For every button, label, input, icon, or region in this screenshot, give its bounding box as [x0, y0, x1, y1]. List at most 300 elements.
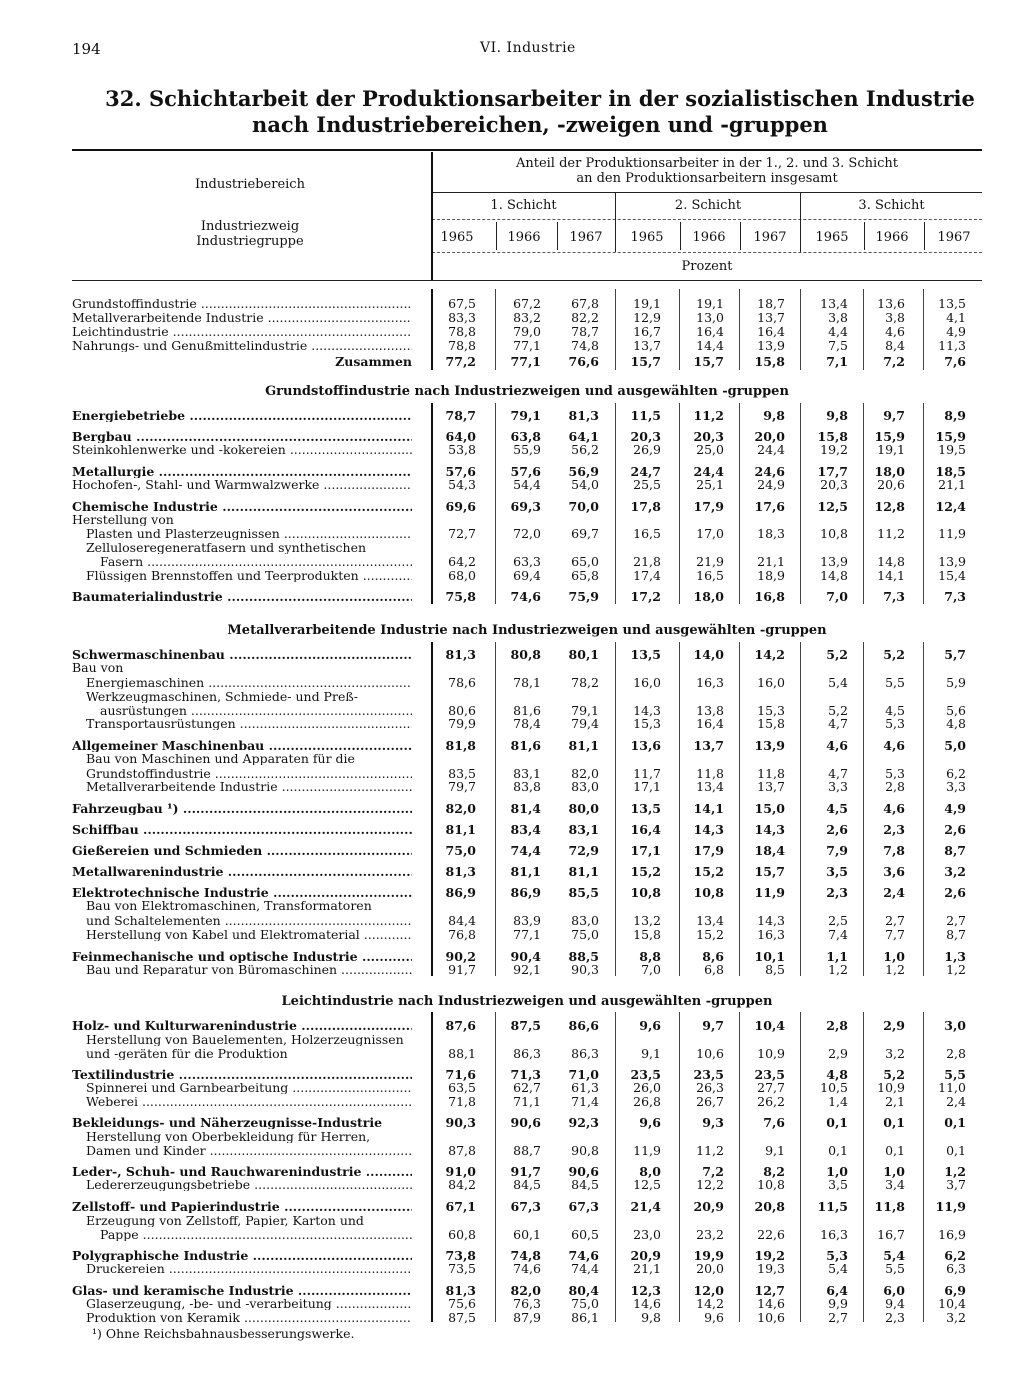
- leader-dots: [264, 311, 412, 324]
- table-cell: 6,2: [944, 1248, 966, 1263]
- table-cell: 2,9: [828, 1046, 848, 1061]
- table-cell: 83,5: [448, 766, 476, 781]
- table-cell: 1,0: [826, 1164, 848, 1179]
- leader-dots: [211, 767, 412, 780]
- table-cell: 2,3: [883, 822, 905, 837]
- table-cell: 16,3: [696, 675, 724, 690]
- table-cell: 9,4: [885, 1296, 905, 1311]
- table-cell: 5,3: [885, 716, 905, 731]
- row-label: [86, 914, 412, 927]
- table-cell: 2,8: [826, 1018, 848, 1033]
- table-cell: 21,9: [696, 554, 724, 569]
- leader-dots: [143, 555, 412, 568]
- table-cell: 26,9: [633, 442, 661, 457]
- leader-dots: [297, 1019, 412, 1032]
- table-cell: 13,7: [693, 738, 724, 753]
- table-cell: 11,8: [874, 1199, 905, 1214]
- leader-dots: [204, 676, 412, 689]
- table-cell: 72,0: [513, 526, 541, 541]
- table-cell: 64,1: [568, 429, 599, 444]
- shift-2-header: 2. Schicht: [674, 198, 742, 213]
- table-cell: 5,5: [885, 1261, 905, 1276]
- table-cell: 7,0: [641, 962, 661, 977]
- table-cell: 80,1: [568, 647, 599, 662]
- year-header: 1965: [630, 230, 664, 245]
- column-divider: [863, 403, 864, 604]
- table-cell: 20,9: [630, 1248, 661, 1263]
- table-cell: 2,3: [885, 1310, 905, 1325]
- table-cell: 72,7: [448, 526, 476, 541]
- table-cell: 83,0: [571, 779, 599, 794]
- table-cell: 82,0: [445, 801, 476, 816]
- row-label: [86, 1297, 412, 1310]
- table-cell: 87,9: [513, 1310, 541, 1325]
- leader-dots: [197, 297, 412, 310]
- table-cell: 81,3: [445, 864, 476, 879]
- table-cell: 17,2: [630, 589, 661, 604]
- table-cell: 87,8: [448, 1143, 476, 1158]
- table-cell: 15,8: [757, 716, 785, 731]
- table-cell: 14,1: [693, 801, 724, 816]
- table-cell: 7,2: [883, 354, 905, 369]
- column-divider: [679, 403, 680, 604]
- table-cell: 86,3: [571, 1046, 599, 1061]
- table-cell: 26,0: [633, 1080, 661, 1095]
- row-label-text: Produktion von Keramik: [86, 1311, 240, 1324]
- row-label-text: Holz- und Kulturwarenindustrie: [72, 1019, 297, 1032]
- table-cell: 1,2: [944, 1164, 966, 1179]
- table-cell: 6,4: [826, 1283, 848, 1298]
- table-cell: 9,9: [828, 1296, 848, 1311]
- table-cell: 77,1: [513, 338, 541, 353]
- row-label-text: Ledererzeugungsbetriebe: [86, 1178, 251, 1191]
- table-cell: 9,6: [639, 1018, 661, 1033]
- column-divider: [800, 403, 801, 604]
- row-label: [86, 767, 412, 780]
- leader-dots: [337, 963, 412, 976]
- table-cell: 10,6: [757, 1310, 785, 1325]
- table-cell: 16,4: [757, 324, 785, 339]
- year-divider: [924, 222, 925, 250]
- table-cell: 18,3: [757, 526, 785, 541]
- table-cell: 87,6: [445, 1018, 476, 1033]
- row-label: [72, 409, 412, 422]
- table-cell: 13,5: [630, 801, 661, 816]
- table-cell: 9,6: [704, 1310, 724, 1325]
- table-cell: 5,9: [946, 675, 966, 690]
- table-cell: 1,2: [885, 962, 905, 977]
- table-cell: 2,4: [946, 1094, 966, 1109]
- table-cell: 12,4: [935, 499, 966, 514]
- table-cell: 86,3: [513, 1046, 541, 1061]
- table-cell: 67,5: [448, 296, 476, 311]
- table-cell: 14,8: [820, 568, 848, 583]
- year-header: 1967: [937, 230, 971, 245]
- table-cell: 7,3: [944, 589, 966, 604]
- table-cell: 55,9: [513, 442, 541, 457]
- table-cell: 24,6: [754, 464, 785, 479]
- table-cell: 9,7: [883, 408, 905, 423]
- table-cell: 53,8: [448, 442, 476, 457]
- row-label-text: Textilindustrie: [72, 1068, 175, 1081]
- table-cell: 10,6: [696, 1046, 724, 1061]
- table-cell: 60,5: [571, 1227, 599, 1242]
- table-cell: 26,3: [696, 1080, 724, 1095]
- column-divider: [615, 1012, 616, 1322]
- table-cell: 56,2: [571, 442, 599, 457]
- table-cell: 74,4: [510, 843, 541, 858]
- table-cell: 5,2: [828, 703, 848, 718]
- table-cell: 1,3: [944, 949, 966, 964]
- table-cell: 22,6: [757, 1227, 785, 1242]
- table-cell: 92,3: [568, 1115, 599, 1130]
- table-cell: 87,5: [448, 1310, 476, 1325]
- row-label-text: Leichtindustrie: [72, 325, 169, 338]
- table-cell: 14,3: [633, 703, 661, 718]
- table-cell: 19,9: [693, 1248, 724, 1263]
- table-cell: 79,9: [448, 716, 476, 731]
- table-cell: 1,2: [828, 962, 848, 977]
- table-cell: 69,3: [510, 499, 541, 514]
- table-cell: 74,4: [571, 1261, 599, 1276]
- table-cell: 64,2: [448, 554, 476, 569]
- table-cell: 18,4: [754, 843, 785, 858]
- table-cell: 7,6: [944, 354, 966, 369]
- table-cell: 10,8: [693, 885, 724, 900]
- stub-divider: [431, 289, 433, 370]
- table-cell: 74,8: [571, 338, 599, 353]
- table-cell: 67,3: [568, 1199, 599, 1214]
- table-cell: 0,1: [946, 1143, 966, 1158]
- row-label: [72, 500, 412, 513]
- table-cell: 24,4: [693, 464, 724, 479]
- table-cell: 3,5: [826, 864, 848, 879]
- table-cell: 91,7: [448, 962, 476, 977]
- table-cell: 73,5: [448, 1261, 476, 1276]
- table-cell: 84,5: [513, 1177, 541, 1192]
- table-cell: 3,2: [944, 864, 966, 879]
- table-cell: 25,0: [696, 442, 724, 457]
- table-cell: 2,6: [944, 885, 966, 900]
- row-label-text: Metallwarenindustrie: [72, 865, 224, 878]
- table-cell: 23,5: [693, 1067, 724, 1082]
- year-divider: [680, 222, 681, 250]
- table-cell: 3,4: [885, 1177, 905, 1192]
- table-cell: 5,3: [826, 1248, 848, 1263]
- column-divider: [615, 289, 616, 370]
- row-label-text: Metallverarbeitende Industrie: [72, 311, 264, 324]
- table-cell: 18,7: [757, 296, 785, 311]
- row-label-text: Baumaterialindustrie: [72, 590, 223, 603]
- leader-dots: [269, 886, 412, 899]
- column-divider: [923, 289, 924, 370]
- table-cell: 26,8: [633, 1094, 661, 1109]
- row-label-text: Gießereien und Schmieden: [72, 844, 263, 857]
- row-label-text: Grundstoffindustrie: [86, 767, 211, 780]
- row-label-text: und Schaltelementen: [86, 914, 221, 927]
- row-label: [86, 1130, 412, 1143]
- table-cell: 25,5: [633, 477, 661, 492]
- leader-dots: [332, 1297, 412, 1310]
- table-cell: 23,2: [696, 1227, 724, 1242]
- leader-dots: [307, 339, 412, 352]
- table-cell: 10,1: [754, 949, 785, 964]
- table-cell: 17,9: [693, 499, 724, 514]
- table-cell: 4,6: [826, 738, 848, 753]
- table-cell: 79,1: [510, 408, 541, 423]
- table-cell: 7,0: [826, 589, 848, 604]
- row-label: [72, 430, 412, 443]
- table-cell: 78,8: [448, 324, 476, 339]
- table-cell: 79,7: [448, 779, 476, 794]
- table-cell: 19,2: [754, 1248, 785, 1263]
- table-cell: 15,8: [633, 927, 661, 942]
- table-cell: 0,1: [885, 1143, 905, 1158]
- table-cell: 8,4: [885, 338, 905, 353]
- table-cell: 13,4: [696, 913, 724, 928]
- row-label-text: Herstellung von Bauelementen, Holzerzeugnissen: [86, 1033, 404, 1046]
- table-cell: 11,8: [757, 766, 785, 781]
- spanner-line-1: Anteil der Produktionsarbeiter in der 1., 2. und 3. Schicht: [515, 156, 899, 171]
- table-cell: 83,0: [571, 913, 599, 928]
- table-cell: 79,4: [571, 716, 599, 731]
- leader-dots: [280, 527, 412, 540]
- table-cell: 13,6: [877, 296, 905, 311]
- section-header: VI. Industrie: [480, 40, 576, 56]
- table-cell: 2,3: [826, 885, 848, 900]
- table-cell: 12,8: [874, 499, 905, 514]
- table-cell: 63,5: [448, 1080, 476, 1095]
- table-cell: 13,6: [630, 738, 661, 753]
- table-cell: 13,9: [754, 738, 785, 753]
- table-cell: 11,9: [935, 1199, 966, 1214]
- row-label: [86, 717, 412, 730]
- table-cell: 2,1: [885, 1094, 905, 1109]
- table-cell: 5,7: [944, 647, 966, 662]
- table-cell: 5,0: [944, 738, 966, 753]
- table-cell: 8,8: [639, 949, 661, 964]
- table-cell: 13,0: [696, 310, 724, 325]
- column-divider: [615, 403, 616, 604]
- table-cell: 90,4: [510, 949, 541, 964]
- table-cell: 83,4: [510, 822, 541, 837]
- table-cell: 63,3: [513, 554, 541, 569]
- table-cell: 81,1: [568, 738, 599, 753]
- header-bottom-rule: [72, 280, 982, 281]
- table-cell: 15,0: [754, 801, 785, 816]
- row-label: [72, 661, 412, 674]
- row-label: [86, 541, 412, 554]
- column-divider: [495, 289, 496, 370]
- row-label-text: Zellstoff- und Papierindustrie: [72, 1200, 280, 1213]
- row-label-text: Schwermaschinenbau: [72, 648, 225, 661]
- column-divider: [923, 403, 924, 604]
- row-label: [86, 1033, 412, 1046]
- table-cell: 75,6: [448, 1296, 476, 1311]
- row-label: [72, 1284, 412, 1297]
- row-label-text: Erzeugung von Zellstoff, Papier, Karton und: [86, 1214, 364, 1227]
- table-cell: 57,6: [510, 464, 541, 479]
- table-cell: 11,3: [938, 338, 966, 353]
- table-cell: 80,0: [568, 801, 599, 816]
- row-label-text: Damen und Kinder: [86, 1144, 206, 1157]
- table-cell: 10,8: [820, 526, 848, 541]
- table-cell: 16,3: [757, 927, 785, 942]
- row-label-text: Bau und Reparatur von Büromaschinen: [86, 963, 338, 976]
- table-cell: 15,7: [754, 864, 785, 879]
- table-cell: 14,8: [877, 554, 905, 569]
- table-cell: 16,4: [696, 324, 724, 339]
- column-divider: [679, 289, 680, 370]
- table-cell: 81,4: [510, 801, 541, 816]
- table-cell: 2,6: [944, 822, 966, 837]
- row-label-text: Zelluloseregeneratfasern und synthetischen: [86, 541, 367, 554]
- row-label: [72, 297, 412, 310]
- leader-dots: [264, 739, 412, 752]
- table-cell: 27,7: [757, 1080, 785, 1095]
- row-label: [72, 1249, 412, 1262]
- row-label-text: Chemische Industrie: [72, 500, 218, 513]
- table-cell: 7,3: [883, 589, 905, 604]
- stub-label-bereich: Industriebereich: [195, 177, 305, 192]
- table-cell: 17,4: [633, 568, 661, 583]
- table-cell: 5,2: [883, 1067, 905, 1082]
- table-cell: 81,1: [510, 864, 541, 879]
- table-cell: 88,5: [568, 949, 599, 964]
- table-cell: 56,9: [568, 464, 599, 479]
- table-cell: 8,7: [944, 843, 966, 858]
- table-cell: 1,0: [883, 949, 905, 964]
- table-cell: 1,4: [828, 1094, 848, 1109]
- row-label-text: Glas- und keramische Industrie: [72, 1284, 294, 1297]
- year-divider: [557, 222, 558, 250]
- row-label-text: und -geräten für die Produktion: [86, 1047, 288, 1060]
- table-cell: 13,7: [633, 338, 661, 353]
- shift-3-header: 3. Schicht: [858, 198, 925, 213]
- row-label: [100, 704, 412, 717]
- section-heading: Grundstoffindustrie nach Industriezweigen und ausgewählten -gruppen: [265, 384, 789, 399]
- table-cell: 16,5: [633, 526, 661, 541]
- header-rule: [432, 252, 982, 253]
- leader-dots: [174, 1068, 412, 1081]
- table-cell: 17,1: [630, 843, 661, 858]
- table-cell: 8,7: [946, 927, 966, 942]
- table-cell: 2,7: [828, 1310, 848, 1325]
- leader-dots: [187, 704, 412, 717]
- table-cell: 3,2: [885, 1046, 905, 1061]
- table-cell: 14,3: [754, 822, 785, 837]
- table-cell: 4,8: [946, 716, 966, 731]
- table-cell: 21,1: [757, 554, 785, 569]
- table-cell: 17,7: [817, 464, 848, 479]
- table-cell: 86,9: [510, 885, 541, 900]
- table-cell: 12,2: [696, 1177, 724, 1192]
- table-cell: 20,9: [693, 1199, 724, 1214]
- table-cell: 71,4: [571, 1094, 599, 1109]
- table-cell: 14,3: [693, 822, 724, 837]
- table-cell: 14,0: [693, 647, 724, 662]
- table-cell: 83,9: [513, 913, 541, 928]
- table-cell: 5,4: [828, 675, 848, 690]
- row-label-text: Plasten und Plasterzeugnissen: [86, 527, 280, 540]
- row-label-text: Werkzeugmaschinen, Schmiede- und Preß-: [86, 690, 358, 703]
- table-cell: 10,4: [754, 1018, 785, 1033]
- row-label-text: ausrüstungen: [100, 704, 187, 717]
- table-cell: 71,3: [510, 1067, 541, 1082]
- leader-dots: [236, 717, 412, 730]
- table-cell: 12,3: [630, 1283, 661, 1298]
- table-cell: 91,0: [445, 1164, 476, 1179]
- table-cell: 15,9: [935, 429, 966, 444]
- stub-divider: [431, 403, 433, 604]
- table-cell: 71,6: [445, 1067, 476, 1082]
- table-cell: 83,1: [513, 766, 541, 781]
- column-divider: [495, 1012, 496, 1322]
- table-cell: 67,8: [571, 296, 599, 311]
- table-cell: 85,5: [568, 885, 599, 900]
- table-cell: 78,4: [513, 716, 541, 731]
- table-cell: 9,1: [641, 1046, 661, 1061]
- table-cell: 81,3: [445, 1283, 476, 1298]
- table-cell: 75,9: [568, 589, 599, 604]
- row-label: [72, 339, 412, 352]
- table-cell: 7,9: [826, 843, 848, 858]
- table-cell: 78,8: [448, 338, 476, 353]
- table-cell: 14,6: [633, 1296, 661, 1311]
- table-cell: 0,1: [883, 1115, 905, 1130]
- row-label: [86, 752, 412, 765]
- stub-label-zweig: Industriezweig: [200, 219, 300, 234]
- table-cell: 71,1: [513, 1094, 541, 1109]
- row-label: [72, 478, 412, 491]
- table-cell: 3,6: [883, 864, 905, 879]
- table-cell: 83,2: [513, 310, 541, 325]
- leader-dots: [223, 590, 412, 603]
- table-cell: 3,5: [828, 1177, 848, 1192]
- table-cell: 13,9: [757, 338, 785, 353]
- table-cell: 20,0: [754, 429, 785, 444]
- column-divider: [495, 642, 496, 976]
- row-label-text: Transportausrüstungen: [86, 717, 236, 730]
- row-label-text: Herstellung von Kabel und Elektromaterial: [86, 928, 360, 941]
- year-divider: [496, 222, 497, 250]
- table-cell: 67,1: [445, 1199, 476, 1214]
- table-cell: 13,7: [757, 310, 785, 325]
- table-cell: 1,2: [946, 962, 966, 977]
- table-cell: 86,9: [445, 885, 476, 900]
- leader-dots: [221, 914, 412, 927]
- leader-dots: [223, 865, 412, 878]
- table-cell: 87,5: [510, 1018, 541, 1033]
- row-label: [86, 1081, 412, 1094]
- row-label-text: Energiemaschinen: [86, 676, 205, 689]
- table-cell: 18,9: [757, 568, 785, 583]
- table-cell: 78,7: [445, 408, 476, 423]
- stub-label-gruppe: Industriegruppe: [196, 234, 304, 249]
- table-cell: 19,2: [820, 442, 848, 457]
- table-cell: 16,8: [754, 589, 785, 604]
- table-cell: 71,8: [448, 1094, 476, 1109]
- table-cell: 90,8: [571, 1143, 599, 1158]
- table-cell: 5,6: [946, 703, 966, 718]
- row-label-text: Metallurgie: [72, 465, 155, 478]
- column-divider: [739, 1012, 740, 1322]
- stub-divider: [431, 1012, 433, 1322]
- table-cell: 11,0: [938, 1080, 966, 1095]
- table-cell: 73,8: [445, 1248, 476, 1263]
- row-label-text: Zusammen: [335, 355, 412, 368]
- table-cell: 4,5: [885, 703, 905, 718]
